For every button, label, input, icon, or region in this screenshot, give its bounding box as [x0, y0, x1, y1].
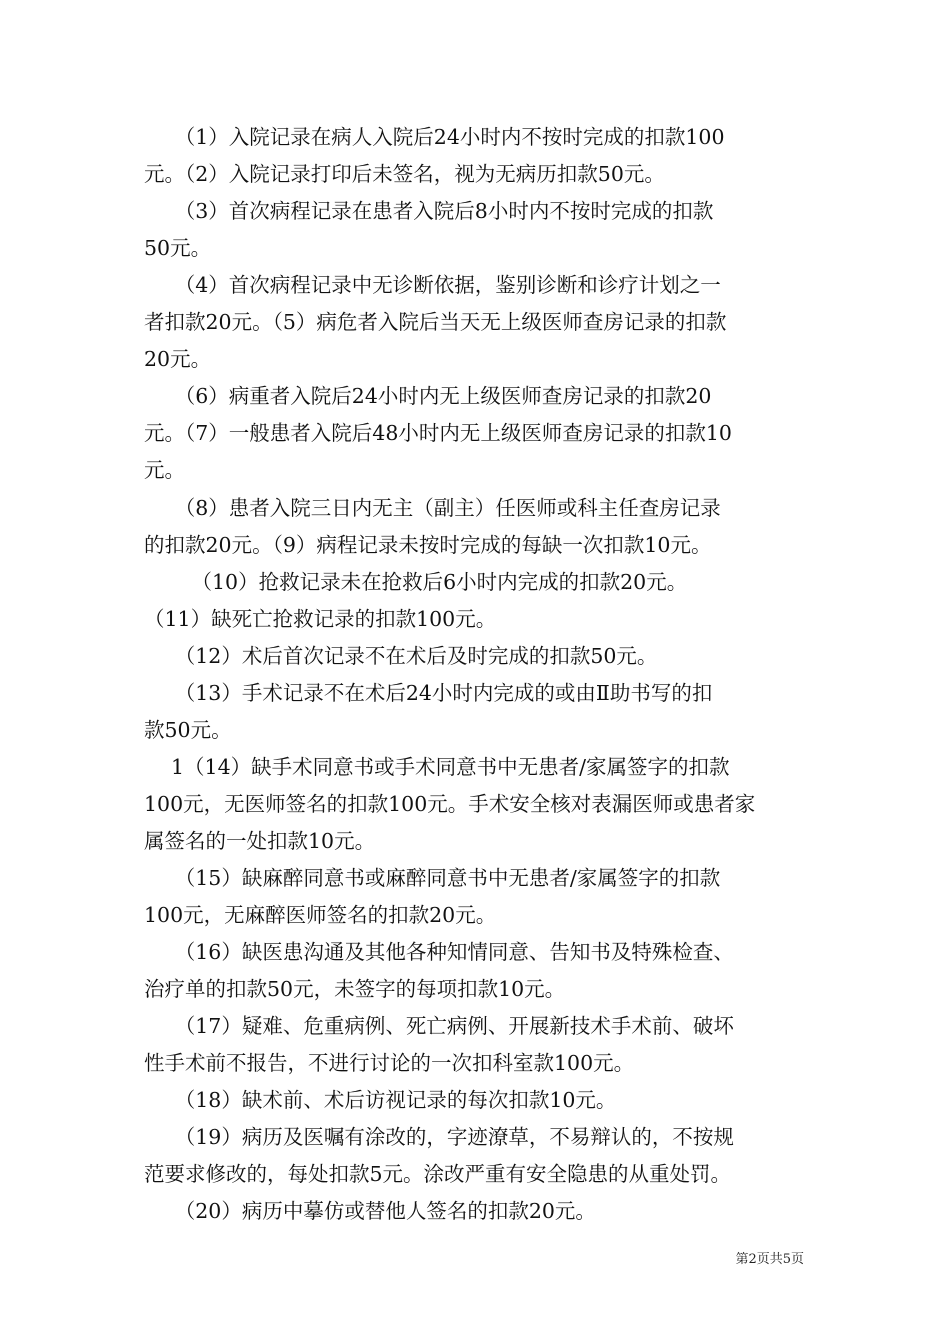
text-line: （15）缺麻醉同意书或麻醉同意书中无患者/家属签字的扣款 — [144, 866, 721, 890]
text-line: 性手术前不报告，不进行讨论的一次扣科室款100元。 — [144, 1051, 635, 1075]
text-line: （3）首次病程记录在患者入院后8小时内不按时完成的扣款 — [144, 199, 714, 223]
paragraph-p5 — [144, 490, 810, 564]
text-line: （12）术后首次记录不在术后及时完成的扣款50元。 — [144, 644, 658, 668]
text-line: 治疗单的扣款50元，未签字的每项扣款10元。 — [144, 977, 566, 1001]
text-line: （1）入院记录在病人入院后24小时内不按时完成的扣款100 — [144, 125, 725, 149]
paragraph-p12 — [144, 1008, 810, 1082]
paragraph-p13 — [144, 1082, 810, 1119]
paragraph-p11 — [144, 934, 810, 1008]
paragraph-p9 — [144, 749, 810, 860]
text-line: 款50元。 — [144, 718, 232, 742]
text-line: （20）病历中摹仿或替他人签名的扣款20元。 — [144, 1199, 596, 1223]
text-line: 范要求修改的，每处扣款5元。涂改严重有安全隐患的从重处罚。 — [144, 1162, 732, 1186]
paragraph-p1 — [144, 119, 810, 193]
page-number: 第2页共5页 — [735, 1252, 804, 1267]
text-line: 属签名的一处扣款10元。 — [144, 829, 376, 853]
text-line: 1（14）缺手术同意书或手术同意书中无患者/家属签字的扣款 — [144, 755, 730, 779]
paragraph-p4 — [144, 378, 810, 489]
paragraph-p2 — [144, 193, 810, 267]
text-line: 元。（2）入院记录打印后未签名，视为无病历扣款50元。 — [144, 162, 665, 186]
paragraph-p15 — [144, 1193, 810, 1230]
text-line: 者扣款20元。（5）病危者入院后当天无上级医师查房记录的扣款 — [144, 310, 727, 334]
text-line: （18）缺术前、术后访视记录的每次扣款10元。 — [144, 1088, 617, 1112]
text-line: 50元。 — [144, 236, 212, 260]
paragraph-p7 — [144, 638, 810, 675]
paragraph-p8 — [144, 675, 810, 749]
text-line: （4）首次病程记录中无诊断依据，鉴别诊断和诊疗计划之一 — [144, 273, 721, 297]
text-line: 100元，无医师签名的扣款100元。手术安全核对表漏医师或患者家 — [144, 792, 756, 816]
text-line: 元。（7）一般患者入院后48小时内无上级医师查房记录的扣款10 — [144, 421, 732, 445]
paragraph-p6 — [144, 564, 810, 638]
text-line: （10）抢救记录未在抢救后6小时内完成的扣款20元。 — [144, 570, 688, 594]
text-line: （16）缺医患沟通及其他各种知情同意、告知书及特殊检查、 — [144, 940, 734, 964]
text-line: 元。 — [144, 458, 185, 482]
paragraph-p14 — [144, 1119, 810, 1193]
text-line: （13）手术记录不在术后24小时内完成的或由Ⅱ助书写的扣 — [144, 681, 713, 705]
text-line: 的扣款20元。（9）病程记录未按时完成的每缺一次扣款10元。 — [144, 533, 712, 557]
paragraph-p3 — [144, 267, 810, 378]
text-line: （11）缺死亡抢救记录的扣款100元。 — [144, 607, 497, 631]
text-line: 20元。 — [144, 347, 212, 371]
text-line: （8）患者入院三日内无主（副主）任医师或科主任查房记录 — [144, 496, 721, 520]
text-line: 100元，无麻醉医师签名的扣款20元。 — [144, 903, 497, 927]
paragraph-p10 — [144, 860, 810, 934]
text-line: （6）病重者入院后24小时内无上级医师查房记录的扣款20 — [144, 384, 712, 408]
text-line: （19）病历及医嘱有涂改的，字迹潦草，不易辩认的，不按规 — [144, 1125, 734, 1149]
text-line: （17）疑难、危重病例、死亡病例、开展新技术手术前、破坏 — [144, 1014, 734, 1038]
